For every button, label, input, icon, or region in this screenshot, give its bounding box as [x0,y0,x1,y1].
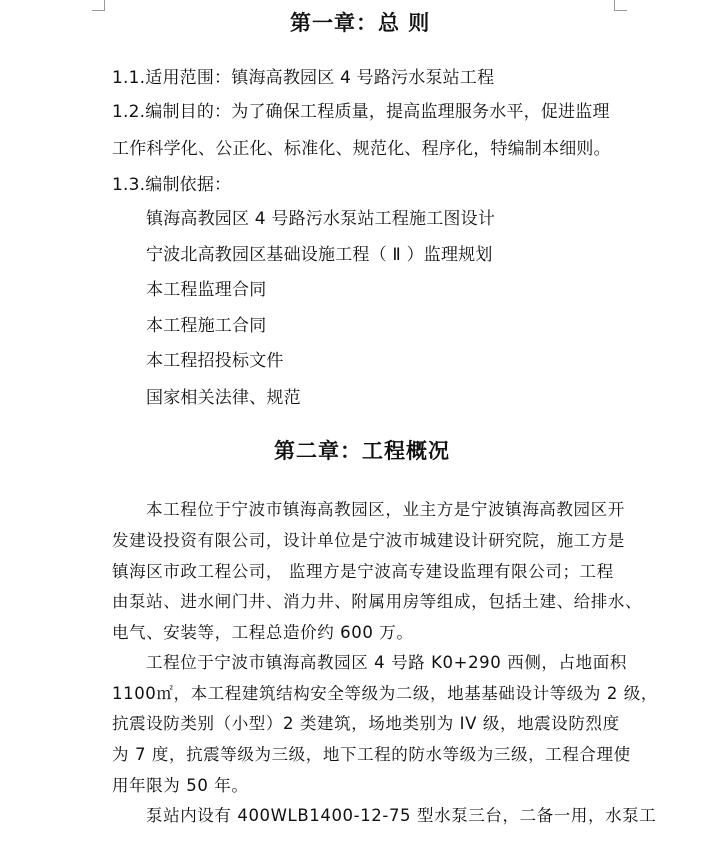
paragraph-2-line: 为 7 度，抗震等级为三级，地下工程的防水等级为三级，工程合理使 [112,745,631,764]
section-1-1-label: 1.1.适用范围： [112,68,232,88]
basis-item: 国家相关法律、规范 [146,388,301,408]
section-1-2-label: 1.2.编制目的： [112,102,232,122]
basis-item: 宁波北高教园区基础设施工程（ Ⅱ ）监理规划 [146,245,493,265]
section-1-1-text: 镇海高教园区 4 号路污水泵站工程 [231,68,495,88]
basis-item: 本工程施工合同 [146,316,267,336]
paragraph-1-line: 本工程位于宁波市镇海高教园区，业主方是宁波镇海高教园区开 [146,500,625,519]
chapter1-title: 第一章：总 则 [290,11,431,35]
paragraph-2-line: 用年限为 50 年。 [112,776,249,795]
basis-item: 本工程招投标文件 [146,351,284,371]
paragraph-1-line: 发建设投资有限公司，设计单位是宁波市城建设计研究院，施工方是 [112,531,625,550]
section-1-2-text-line1: 为了确保工程质量，提高监理服务水平，促进监理 [231,102,610,122]
paragraph-2-line: 抗震设防类别（小型）2 类建筑，场地类别为 IV 级，地震设防烈度 [112,714,620,733]
section-1-3-label: 1.3.编制依据： [112,175,232,195]
chapter2-title: 第二章：工程概况 [274,439,450,463]
paragraph-1-line: 电气、安装等，工程总造价约 600 万。 [112,623,414,642]
paragraph-2-line: 工程位于宁波市镇海高教园区 4 号路 K0+290 西侧，占地面积 [146,653,627,672]
section-1-2-text-line2: 工作科学化、公正化、标准化、规范化、程序化，特编制本细则。 [112,139,611,159]
paragraph-3-line: 泵站内设有 400WLB1400-12-75 型水泵三台，二备一用，水泵工 [146,806,657,825]
paragraph-1-line: 镇海区市政工程公司， 监理方是宁波高专建设监理有限公司；工程 [112,562,614,581]
paragraph-2-line: 1100㎡，本工程建筑结构安全等级为二级，地基基础设计等级为 2 级， [112,684,658,703]
paragraph-1-line: 由泵站、进水闸门井、消力井、附属用房等组成，包括土建、给排水、 [112,592,643,611]
section-1-2 [112,101,610,123]
basis-item: 本工程监理合同 [146,280,267,300]
margin-corner-mark-left [92,0,105,11]
basis-item: 镇海高教园区 4 号路污水泵站工程施工图设计 [146,209,496,229]
section-1-1 [112,67,494,89]
margin-corner-mark-right [614,0,627,11]
